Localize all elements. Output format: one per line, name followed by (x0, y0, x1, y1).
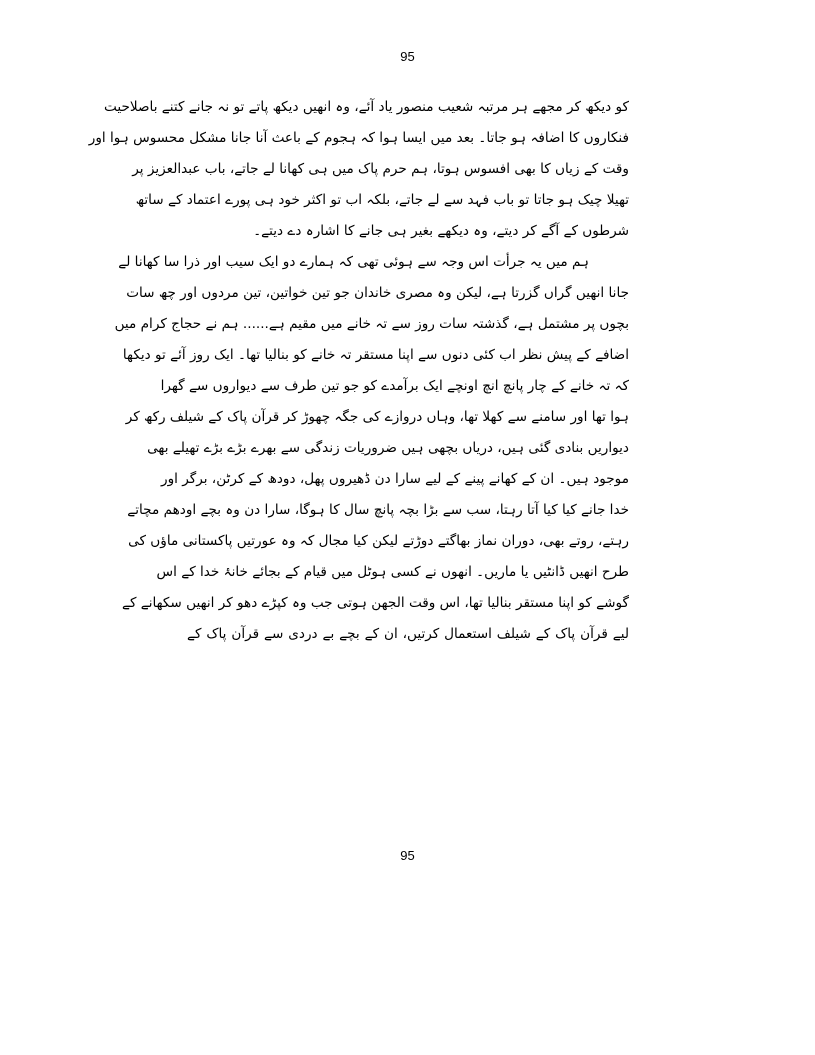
body-text (88, 92, 629, 650)
text-line: گوشے کو اپنا مستقر بنالیا تھا، اس وقت الجھن ہوتی جب وہ کپڑے دھو کر انھیں سکھانے کے (122, 595, 629, 611)
text-line: بچوں پر مشتمل ہے، گذشتہ سات روز سے تہ خانے میں مقیم ہے...... ہم نے حجاج کرام میں (114, 316, 629, 332)
text-line: لیے قرآن پاک کے شیلف استعمال کرتیں، ان کے بچے بے دردی سے قرآن پاک کے (187, 626, 629, 642)
page-number-bottom: 95 (400, 848, 415, 863)
text-line: کو دیکھ کر مجھے ہر مرتبہ شعیب منصور یاد آئے، وہ انھیں دیکھ پاتے تو نہ جانے کتنے باصلاحیت (104, 99, 629, 115)
text-line: ہوا تھا اور سامنے سے کھلا تھا، وہاں دروازے کی جگہ چھوڑ کر قرآن پاک کے شیلف رکھ کر (125, 409, 629, 425)
text-line: جانا انھیں گراں گزرتا ہے، لیکن وہ مصری خاندان جو تین خواتین، تین مردوں اور چھ سات (126, 285, 629, 301)
text-line: دیواریں بنادی گئی ہیں، دریاں بچھی ہیں ضروریات زندگی سے بھرے بڑے بڑے تھیلے بھی (147, 440, 629, 456)
text-line: رہتے، روتے بھی، دوران نماز بھاگتے دوڑتے لیکن کیا مجال کہ وہ عورتیں پاکستانی ماؤں کی (128, 533, 629, 549)
paragraph-1 (88, 92, 629, 247)
text-line: وقت کے زیاں کا بھی افسوس ہوتا، ہم حرم پاک میں ہی کھانا لے جاتے، باب عبدالعزیز پر (132, 161, 629, 177)
paragraph-2 (114, 247, 629, 650)
text-line: خدا جانے کیا کیا آتا رہتا، سب سے بڑا بچہ پانچ سال کا ہوگا، سارا دن وہ بچے اودھم مچاتے (127, 502, 629, 518)
text-line: ہم میں یہ جرأت اس وجہ سے ہوئی تھی کہ ہمارے دو ایک سیب اور ذرا سا کھانا لے (118, 254, 589, 270)
page-number-top: 95 (400, 49, 415, 64)
text-line: موجود ہیں۔ ان کے کھانے پینے کے لیے سارا دن ڈھیروں پھل، دودھ کے کرٹن، برگر اور (161, 471, 629, 487)
text-line: طرح انھیں ڈانٹیں یا ماریں۔ انھوں نے کسی ہوٹل میں قیام کے بجائے خانۂ خدا کے اس (156, 564, 629, 580)
text-line: اضافے کے پیش نظر اب کئی دنوں سے اپنا مستقر تہ خانے کو بنالیا تھا۔ ایک روز آئے تو دیکھا (122, 347, 629, 363)
text-line: فنکاروں کا اضافہ ہو جاتا۔ بعد میں ایسا ہوا کہ ہجوم کے باعث آنا جانا مشکل محسوس ہوا اور (88, 130, 629, 146)
text-line: کہ تہ خانے کے چار پانچ انچ اونچے ایک برآمدے کو جو تین طرف سے دیواروں سے گھرا (160, 378, 629, 394)
text-line: تھیلا چیک ہو جاتا تو باب فہد سے لے جاتے، بلکہ اب تو اکثر خود ہی پورے اعتماد کے ساتھ (135, 192, 629, 208)
text-line: شرطوں کے آگے کر دیتے، وہ دیکھے بغیر ہی جانے کا اشارہ دے دیتے۔ (253, 223, 629, 239)
